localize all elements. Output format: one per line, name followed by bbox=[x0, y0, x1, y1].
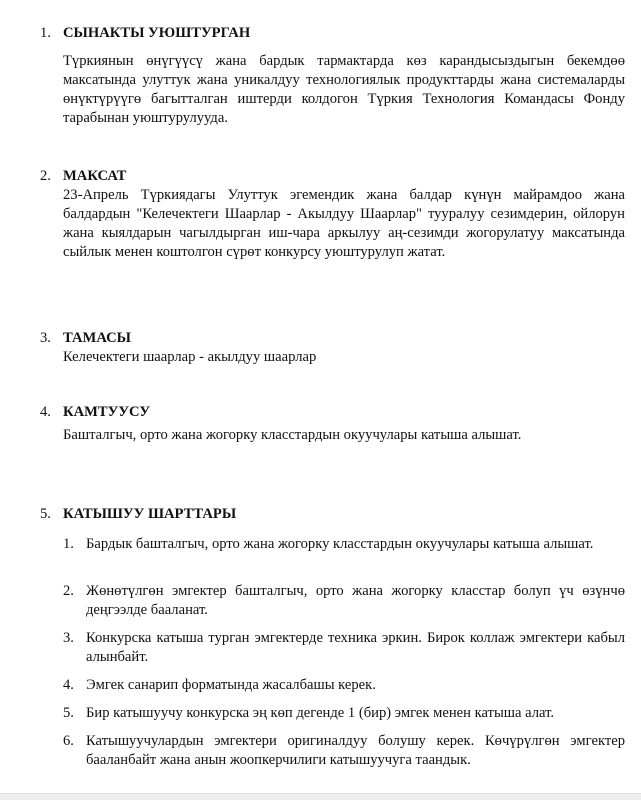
section-number: 3. bbox=[40, 330, 51, 346]
item-number: 3. bbox=[63, 630, 74, 646]
item-text: Конкурска катыша турган эмгектерде техника эркин. Бирок коллаж эмгектери кабыл алынбайт. bbox=[86, 630, 625, 665]
section-body: Башталгыч, орто жана жогорку класстардын окуучулары катыша алышат. bbox=[63, 427, 522, 443]
item-text: Катышуучулардын эмгектери оригиналдуу болушу керек. Көчүрүлгөн эмгектер бааланбайт жана анын жоопкерчилиги катышуучуга таандык. bbox=[86, 733, 625, 768]
section-body: 23-Апрель Түркиядагы Улуттук эгемендик жана балдар күнүн майрамдоо жана балдардын "Келечектеги Шаарлар - Акылдуу Шаарлар" тууралуу сезимдерин, ойлорун жана кыялдарын чагылдырган иш-чара аркылуу аң-сезимди жогорулатуу максатында сыйлык менен коштолгон сүрөт конкурсу уюштурулуп жатат. bbox=[63, 187, 625, 260]
item-text: Эмгек санарип форматында жасалбашы керек. bbox=[86, 677, 376, 693]
item-number: 4. bbox=[63, 677, 74, 693]
section-number: 1. bbox=[40, 25, 51, 41]
section-number: 2. bbox=[40, 168, 51, 184]
item-text: Бардык башталгыч, орто жана жогорку класстардын окуучулары катыша алышат. bbox=[86, 536, 594, 552]
item-number: 6. bbox=[63, 733, 74, 749]
section-body: Келечектеги шаарлар - акылдуу шаарлар bbox=[63, 349, 317, 365]
section-number: 4. bbox=[40, 404, 51, 420]
item-number: 2. bbox=[63, 583, 74, 599]
section-heading: КАМТУУСУ bbox=[63, 404, 151, 420]
page-bottom-edge bbox=[0, 793, 641, 800]
section-heading: МАКСАТ bbox=[63, 168, 127, 184]
section-number: 5. bbox=[40, 506, 51, 522]
section-heading: КАТЫШУУ ШАРТТАРЫ bbox=[63, 506, 237, 522]
section-body: Түркиянын өнүгүүсү жана бардык тармактарда көз карандысыздыгын бекемдөө максатында улуттук жана уникалдуу технологиялык продукттарды жана системаларды өнүктүрүүгө багытталган иштерди колдогон Түркия Технология Командасы Фонду тарабынан уюштурулууда. bbox=[63, 53, 625, 126]
item-text: Бир катышуучу конкурска эң көп дегенде 1 (бир) эмгек менен катыша алат. bbox=[86, 705, 555, 721]
item-number: 5. bbox=[63, 705, 74, 721]
item-number: 1. bbox=[63, 536, 74, 552]
section-heading: ТАМАСЫ bbox=[63, 330, 132, 346]
item-text: Жөнөтүлгөн эмгектер башталгыч, орто жана жогорку класстар болуп үч өзүнчө деңгээлде бааланат. bbox=[86, 583, 625, 618]
section-heading: СЫНАКТЫ УЮШТУРГАН bbox=[63, 25, 251, 41]
